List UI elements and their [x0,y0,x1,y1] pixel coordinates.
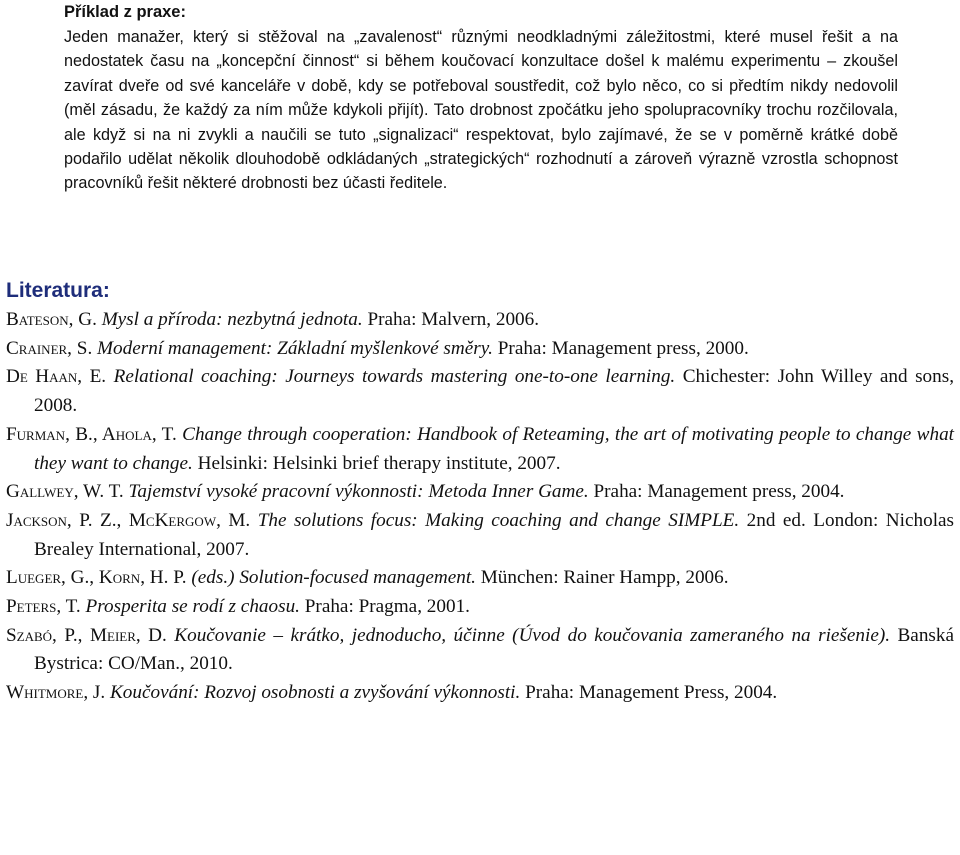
entry-publisher: Praha: Management press, 2000. [492,337,749,359]
entry-authors: Crainer, S. [6,337,93,359]
bibliography-entry [6,679,954,708]
entry-publisher: 2nd ed. London: Nicholas Brealey International, 2007. [34,509,955,560]
bibliography-entry [6,306,954,335]
entry-publisher: Praha: Management press, 2004. [588,481,845,503]
entry-title: Koučovanie – krátko, jednoducho, účinne (Úvod do koučovania zameraného na riešenie). [174,624,891,646]
entry-authors: Gallwey, W. T. [6,481,124,503]
entry-authors: Whitmore, J. [6,682,106,704]
bibliography-entry [6,363,954,420]
entry-publisher: München: Rainer Hampp, 2006. [475,567,729,589]
bibliography-list [6,306,954,708]
practice-example-text: Jeden manažer, který si stěžoval na „zavalenost“ různými neodkladnými záležitostmi, které musel řešit a na nedostatek času na „koncepční činnost“ si během koučovací konzultace došel k malému experimentu – zkoušel zavírat dveře od své kanceláře v době, kdy se potřeboval soustředit, což bylo něco, co si předtím nikdy nedovolil (měl zásadu, že každý za ním může kdykoli přijít). Tato drobnost zpočátku jeho spolupracovníky trochu rozčilovala, ale když si na ni zvykli a naučili se tuto „signalizaci“ respektovat, bylo zajímavé, že se v poměrně krátké době podařilo udělat několik dlouhodobě odkládaných „strategických“ rozhodnutí a zároveň výrazně vzrostla schopnost pracovníků řešit některé drobnosti bez účasti ředitele. [64,28,898,193]
entry-authors: Furman, B., Ahola, T. [6,423,177,445]
entry-title: Tajemství vysoké pracovní výkonnosti: Metoda Inner Game. [128,481,589,503]
entry-authors: Szabó, P., Meier, D. [6,624,167,646]
entry-publisher: Praha: Management Press, 2004. [520,682,778,704]
bibliography-entry [6,507,954,564]
bibliography-entry [6,564,954,593]
bibliography-entry [6,593,954,622]
entry-title: Prosperita se rodí z chaosu. [85,596,300,618]
entry-publisher: Praha: Pragma, 2001. [299,596,470,618]
entry-publisher: Helsinki: Helsinki brief therapy institute, 2007. [192,452,561,474]
literature-heading: Literatura: [6,279,110,302]
entry-authors: Jackson, P. Z., McKergow, M. [6,509,251,531]
bibliography-entry [6,421,954,478]
entry-authors: De Haan, E. [6,366,107,388]
entry-title: Moderní management: Základní myšlenkové směry. [97,337,493,359]
practice-example-title: Příklad z praxe: [64,3,186,21]
entry-title: Relational coaching: Journeys towards mastering one-to-one learning. [113,366,676,388]
entry-title: Koučování: Rozvoj osobnosti a zvyšování výkonnosti. [109,682,521,704]
entry-publisher: Praha: Malvern, 2006. [362,309,540,330]
bibliography-entry [6,478,954,507]
entry-authors: Bateson, G. [6,309,97,330]
entry-title: (eds.) Solution-focused management. [191,567,476,589]
practice-example-box [64,0,898,196]
entry-title: Mysl a příroda: nezbytná jednota. [101,309,363,330]
bibliography-entry [6,622,954,679]
entry-title: Change through cooperation: Handbook of Reteaming, the art of motivating people to change what they want to change. [34,423,954,474]
entry-title: The solutions focus: Making coaching and change SIMPLE. [257,509,740,531]
bibliography-entry [6,335,954,364]
entry-publisher: Chichester: John Willey and sons, 2008. [34,366,955,417]
entry-authors: Lueger, G., Korn, H. P. [6,567,187,589]
entry-authors: Peters, T. [6,596,81,618]
entry-publisher: Banská Bystrica: CO/Man., 2010. [34,624,954,675]
